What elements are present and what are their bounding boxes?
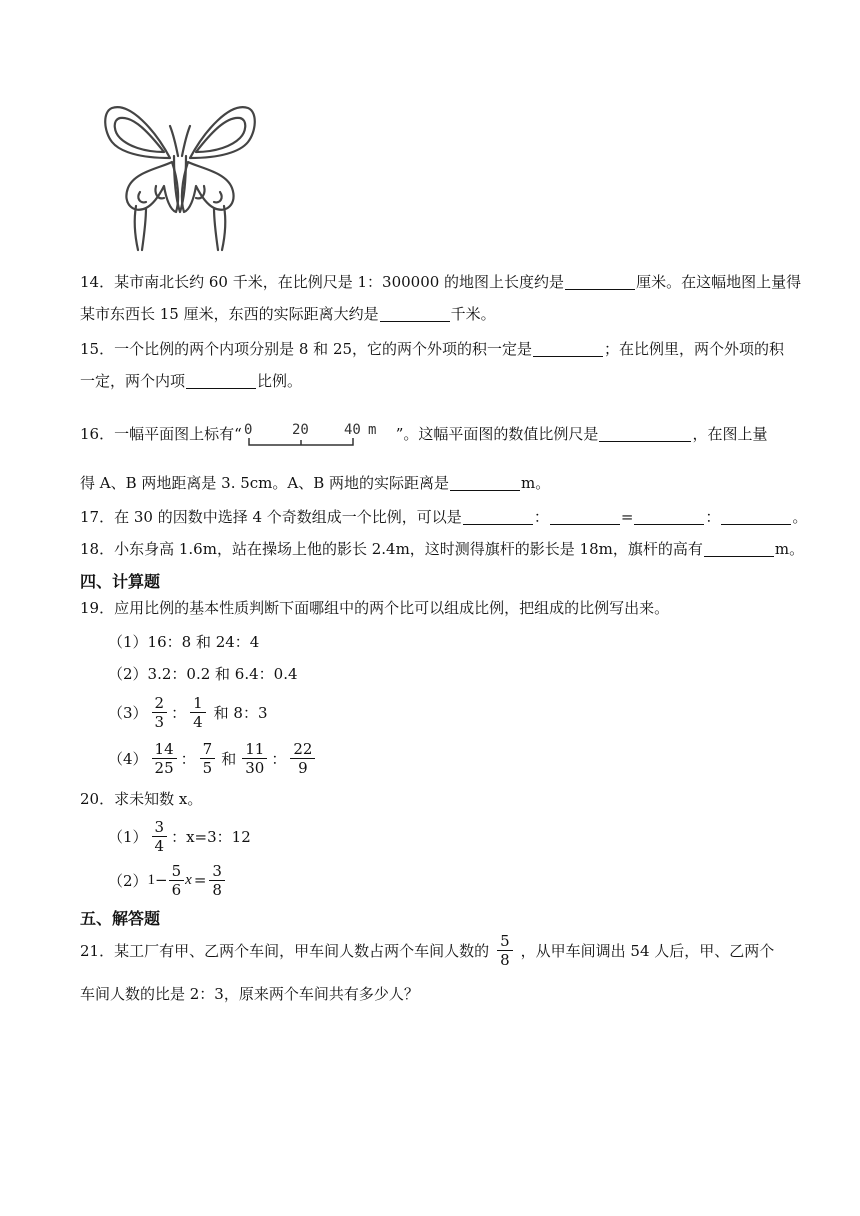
q16-text-c: ，在图上量: [692, 425, 768, 443]
q19-sub4-and: 和: [221, 749, 237, 768]
q21-number: 21．: [80, 941, 115, 960]
fraction-numerator: 1: [190, 694, 206, 713]
q17-text: 在 30 的因数中选择 4 个奇数组成一个比例，可以是: [114, 508, 462, 526]
q20-sub2-equals: =: [193, 871, 207, 889]
fraction-denominator: 25: [154, 758, 174, 777]
q17-blank-4[interactable]: [721, 508, 791, 525]
q20-sub2-one: 1: [147, 871, 156, 888]
q14-text-d: 千米。: [450, 305, 496, 323]
fraction-3-8: [209, 862, 225, 899]
q15-line1: [80, 339, 784, 359]
scale-label-40: 40: [343, 422, 361, 438]
fraction-denominator: 5: [202, 758, 213, 777]
scale-bar-figure: [244, 422, 394, 448]
q18-line: [80, 539, 804, 559]
q20-sub1-label: （1）: [108, 827, 148, 846]
scale-label-unit: m: [367, 422, 377, 438]
scale-label-0: 0: [243, 422, 253, 438]
q20-sub1: [108, 816, 251, 856]
fraction-numerator: 22: [290, 740, 315, 759]
q16-blank-2[interactable]: [450, 474, 520, 491]
q21-text-a: 某工厂有甲、乙两个车间，甲车间人数占两个车间人数的: [114, 941, 490, 960]
q19-sub4-colon-2: ：: [271, 749, 287, 768]
q20-sub2-label: （2）: [108, 871, 148, 890]
fraction-22-9: [290, 740, 315, 777]
q14-line2: [80, 304, 496, 324]
fraction-denominator: 9: [298, 758, 308, 777]
q16-line1: [80, 422, 767, 446]
q15-number: 15．: [80, 340, 115, 358]
q19-sub2: （2）3.2：0.2 和 6.4：0.4: [108, 665, 298, 683]
fraction-numerator: 5: [497, 932, 513, 951]
q15-text-c: 一定，两个内项: [80, 372, 186, 390]
q17-colon-1: ：: [533, 508, 549, 526]
fraction-numerator: 7: [200, 740, 216, 759]
q14-text-b: 厘米。在这幅地图上量得: [636, 273, 802, 291]
fraction-denominator: 3: [154, 712, 165, 731]
q19-line: [80, 598, 669, 618]
fraction-denominator: 30: [245, 758, 265, 777]
fraction-5-6: [169, 862, 185, 899]
q19-text: 应用比例的基本性质判断下面哪组中的两个比可以组成比例，把组成的比例写出来。: [114, 599, 670, 617]
q16-text-e: m。: [521, 474, 551, 492]
q15-blank-2[interactable]: [186, 372, 256, 389]
q15-blank-1[interactable]: [533, 340, 603, 357]
q19-number: 19．: [80, 599, 115, 617]
q21-line1: [80, 930, 774, 970]
q20-text: 求未知数 x。: [114, 790, 203, 808]
section-4-heading: 四、计算题: [80, 572, 161, 591]
q20-sub1-tail: ：x=3：12: [171, 827, 251, 846]
scale-label-20: 20: [291, 422, 309, 438]
q14-blank-2[interactable]: [380, 305, 450, 322]
q19-sub3-label: （3）: [108, 703, 148, 722]
fraction-denominator: 4: [154, 836, 165, 855]
q20-sub2-variable-x: x: [185, 871, 192, 888]
q19-sub3-colon: ：: [171, 703, 187, 722]
q15-text-a: 一个比例的两个内项分别是 8 和 25，它的两个外项的积一定是: [114, 340, 533, 358]
q17-blank-3[interactable]: [634, 508, 704, 525]
fraction-numerator: 3: [209, 862, 225, 881]
fraction-numerator: 11: [242, 740, 267, 759]
q19-sub3-tail: 和 8：3: [213, 703, 268, 722]
q17-equals: =: [620, 508, 634, 526]
fraction-denominator: 8: [500, 950, 510, 969]
fraction-7-5: [200, 740, 216, 777]
q17-end: 。: [792, 508, 808, 526]
q19-sub4: [108, 738, 319, 778]
q18-text: 小东身高 1.6m，站在操场上他的影长 2.4m，这时测得旗杆的影长是 18m，旗杆的高有: [114, 540, 703, 558]
q18-end: m。: [774, 540, 805, 558]
q17-number: 17．: [80, 508, 115, 526]
fraction-5-8: [497, 932, 513, 969]
q20-sub2: [108, 860, 226, 900]
q18-blank[interactable]: [704, 540, 774, 557]
q15-text-b: ；在比例里，两个外项的积: [604, 340, 785, 358]
fraction-denominator: 8: [212, 880, 222, 899]
q16-text-d: 得 A、B 两地距离是 3. 5cm。A、B 两地的实际距离是: [80, 474, 450, 492]
q14-line1: [80, 272, 801, 292]
q15-text-d: 比例。: [257, 372, 303, 390]
q16-text-b: ”。这幅平面图的数值比例尺是: [395, 425, 599, 443]
fraction-3-4: [152, 818, 168, 855]
q18-number: 18．: [80, 540, 115, 558]
fraction-numerator: 2: [152, 694, 168, 713]
fraction-numerator: 3: [152, 818, 168, 837]
q19-sub3: [108, 692, 268, 732]
q21-line2: 车间人数的比是 2：3，原来两个车间共有多少人？: [80, 985, 419, 1003]
q16-text-a: 一幅平面图上标有“: [114, 425, 242, 443]
q19-sub4-colon-1: ：: [180, 749, 196, 768]
fraction-2-3: [152, 694, 168, 731]
q17-blank-1[interactable]: [463, 508, 533, 525]
fraction-11-30: [242, 740, 267, 777]
butterfly-figure: [100, 90, 260, 260]
q19-sub1: （1）16：8 和 24：4: [108, 633, 260, 651]
fraction-14-25: [152, 740, 177, 777]
fraction-1-4: [190, 694, 206, 731]
q20-number: 20．: [80, 790, 115, 808]
q20-sub2-minus: −: [155, 871, 168, 889]
q19-sub4-label: （4）: [108, 749, 148, 768]
section-5-heading: 五、解答题: [80, 909, 161, 928]
q15-line2: [80, 371, 302, 391]
q16-blank-1[interactable]: [599, 425, 691, 442]
fraction-numerator: 5: [169, 862, 185, 881]
fraction-denominator: 4: [193, 712, 203, 731]
q14-number: 14．: [80, 273, 115, 291]
fraction-numerator: 14: [152, 740, 177, 759]
q16-line2: [80, 473, 550, 493]
q17-colon-2: ：: [705, 508, 721, 526]
q16-number: 16．: [80, 425, 115, 443]
q14-blank-1[interactable]: [565, 273, 635, 290]
q17-line: [80, 507, 807, 527]
q20-line: [80, 789, 202, 809]
q14-text-c: 某市东西长 15 厘米，东西的实际距离大约是: [80, 305, 379, 323]
fraction-denominator: 6: [171, 880, 182, 899]
q14-text-a: 某市南北长约 60 千米，在比例尺是 1：300000 的地图上长度约是: [114, 273, 565, 291]
q17-blank-2[interactable]: [550, 508, 620, 525]
q21-text-b: ，从甲车间调出 54 人后，甲、乙两个: [520, 941, 775, 960]
